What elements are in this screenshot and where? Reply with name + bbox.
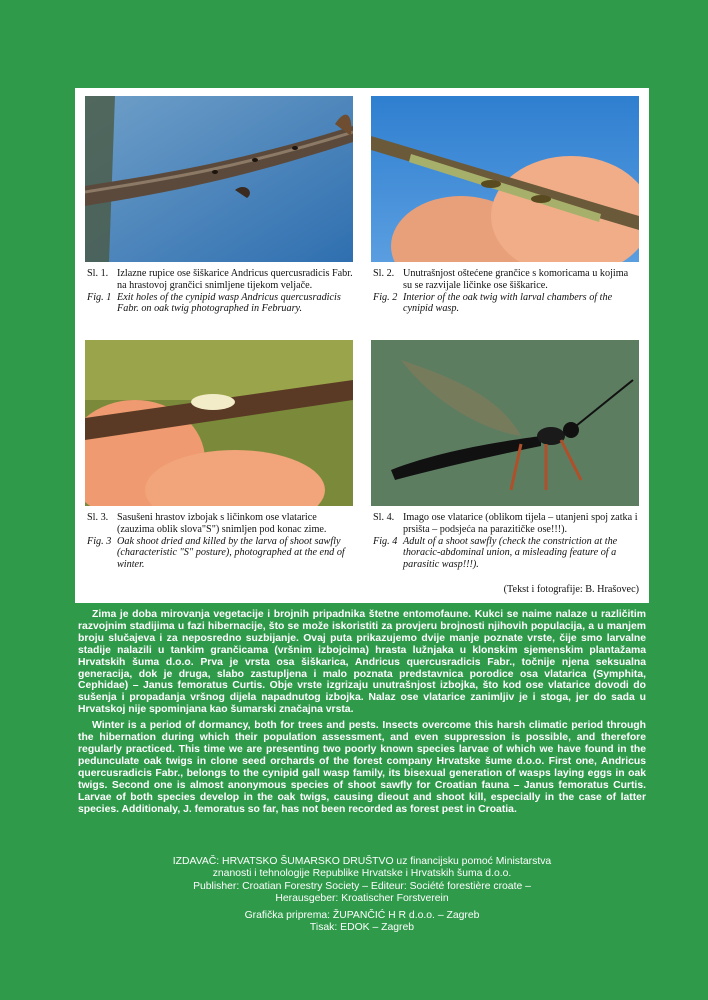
english-paragraph: Winter is a period of dormancy, both for trees and pests. Insects overcome this harsh climatic period through the hibernation during which their population assessment, and even suppression is possible, and therefore regularly practiced. This time we are presenting two poorly known species larvae of which we have found in the pedunculate oak twigs in clone seed orchards of the forest company Hrvatske šume d.o.o. First one, Andricus quercusradicis Fabr., belongs to the cynipid gall wasp family, its bisexual generation of wasps laying eggs in oak twigs. Second one is almost anonymous species of shoot sawfly for Croatian fauna – Janus femoratus Curtis. Larvae of both species develop in the oak twigs, causing dieout and shoot kill, especially in the case of latter species. Additionaly, J. femoratus so far, has not been recorded as forest pest in Croatia. [78,720,646,815]
croatian-paragraph: Zima je doba mirovanja vegetacije i brojnih pripadnika štetne entomofaune. Kukci se naime nalaze u različitim razvojnim stadijima u fazi hibernacije, što se može iskoristiti za provjeru brojnosti njihovih populacija, a u manjem broju slučajeva i za neposredno suzbijanje. Ovaj puta prikazujemo dvije manje poznate vrste, čije smo larvalne stadije nalazili u tankim grančicama (vršnim izbojcima) hrasta lužnjaka u klonskim sjemenskim plantažama Hrvatskih šuma d.o.o. Prva je vrsta osa šiškarica, Andricus quercusradicis Fabr., točnije njena seksualna generacija, dok je druga, slabo zastupljena i malo poznata predstavnica porodice osa vlatarica (Symphita, Cephidae) – Janus femoratus Curtis. Obje vrste izgrizaju unutrašnjost izbojka, što kod ose vlatarice dovodi do sušenja i propadanja vršnog dijela napadnutog izbojka. Nalaz ose vlatarice zanimljiv je i stoga, jer do sada u Hrvatskoj nije spominjana kao šumarski značajna vrsta. [78,609,646,716]
imprint-line-layout: Grafička priprema: ŽUPANČIĆ H R d.o.o. – Zagreb [244,909,480,921]
figure-1-en-label: Fig. 1 [87,291,112,303]
publisher-imprint [78,856,646,934]
figure-1-en-text: Exit holes of the cynipid wasp Andricus quercusradicis Fabr. on oak twig photographed in February. [117,291,341,315]
caption-figure-1 [87,268,353,315]
figure-4-hr-text: Imago ose vlatarice (oblikom tijela – utanjeni spoj zatka i prsišta – podsjeća na parazitičke ose!!!). [403,512,638,535]
figure-3-en-label: Fig. 3 [87,535,112,547]
photo-oak-twig-exit-holes [85,96,353,262]
article-body [78,609,646,819]
imprint-line-print: Tisak: EDOK – Zagreb [309,922,415,934]
figure-panel [75,88,649,603]
caption-figure-2 [373,268,639,315]
figure-2-en-text: Interior of the oak twig with larval chambers of the cynipid wasp. [403,291,613,315]
figure-3-hr-label: Sl. 3. [87,512,109,523]
figure-4-en-text: Adult of a shoot sawfly (check the constriction at the thoracic-abdominal union, a misleading feature of a parasitic wasp!!!). [403,535,618,571]
figure-3-hr-text: Sasušeni hrastov izbojak s ličinkom ose vlatarice (zauzima oblik slova"S") snimljen pod konac zime. [117,512,327,535]
photo-adult-shoot-sawfly [371,340,639,506]
imprint-line-publisher-de: Herausgeber: Kroatischer Forstverein [275,893,449,905]
caption-figure-4 [373,512,639,571]
figure-2-en-label: Fig. 2 [373,291,398,303]
imprint-line-publisher-hr: IZDAVAČ: HRVATSKO ŠUMARSKO DRUŠTVO uz financijsku pomoć Ministarstva [172,856,552,867]
figure-4-hr-label: Sl. 4. [373,512,395,523]
photo-credit: (Tekst i fotografije: B. Hrašovec) [503,584,639,595]
photo-oak-shoot-larva [85,340,353,506]
figure-3-en-text: Oak shoot dried and killed by the larva of shoot sawfly (characteristic "S" posture), photographed at the end of winter. [117,535,345,571]
caption-figure-3 [87,512,353,571]
figure-2-hr-label: Sl. 2. [373,268,395,279]
figure-2-hr-text: Unutrašnjost oštećene grančice s komoricama u kojima su se razvijale ličinke ose šiškarice. [403,268,629,291]
figure-4-en-label: Fig. 4 [373,535,398,547]
figure-1-hr-label: Sl. 1. [87,268,109,279]
imprint-line-publisher-en: Publisher: Croatian Forestry Society – Editeur: Société forestière croate – [193,880,531,892]
photo-twig-larval-chambers [371,96,639,262]
figure-1-hr-text: Izlazne rupice ose šiškarice Andricus quercusradicis Fabr. na hrastovoj grančici snimljene tijekom veljače. [117,268,353,291]
imprint-line-ministry: znanosti i tehnologije Republike Hrvatske i Hrvatskih šuma d.o.o. [212,868,512,880]
